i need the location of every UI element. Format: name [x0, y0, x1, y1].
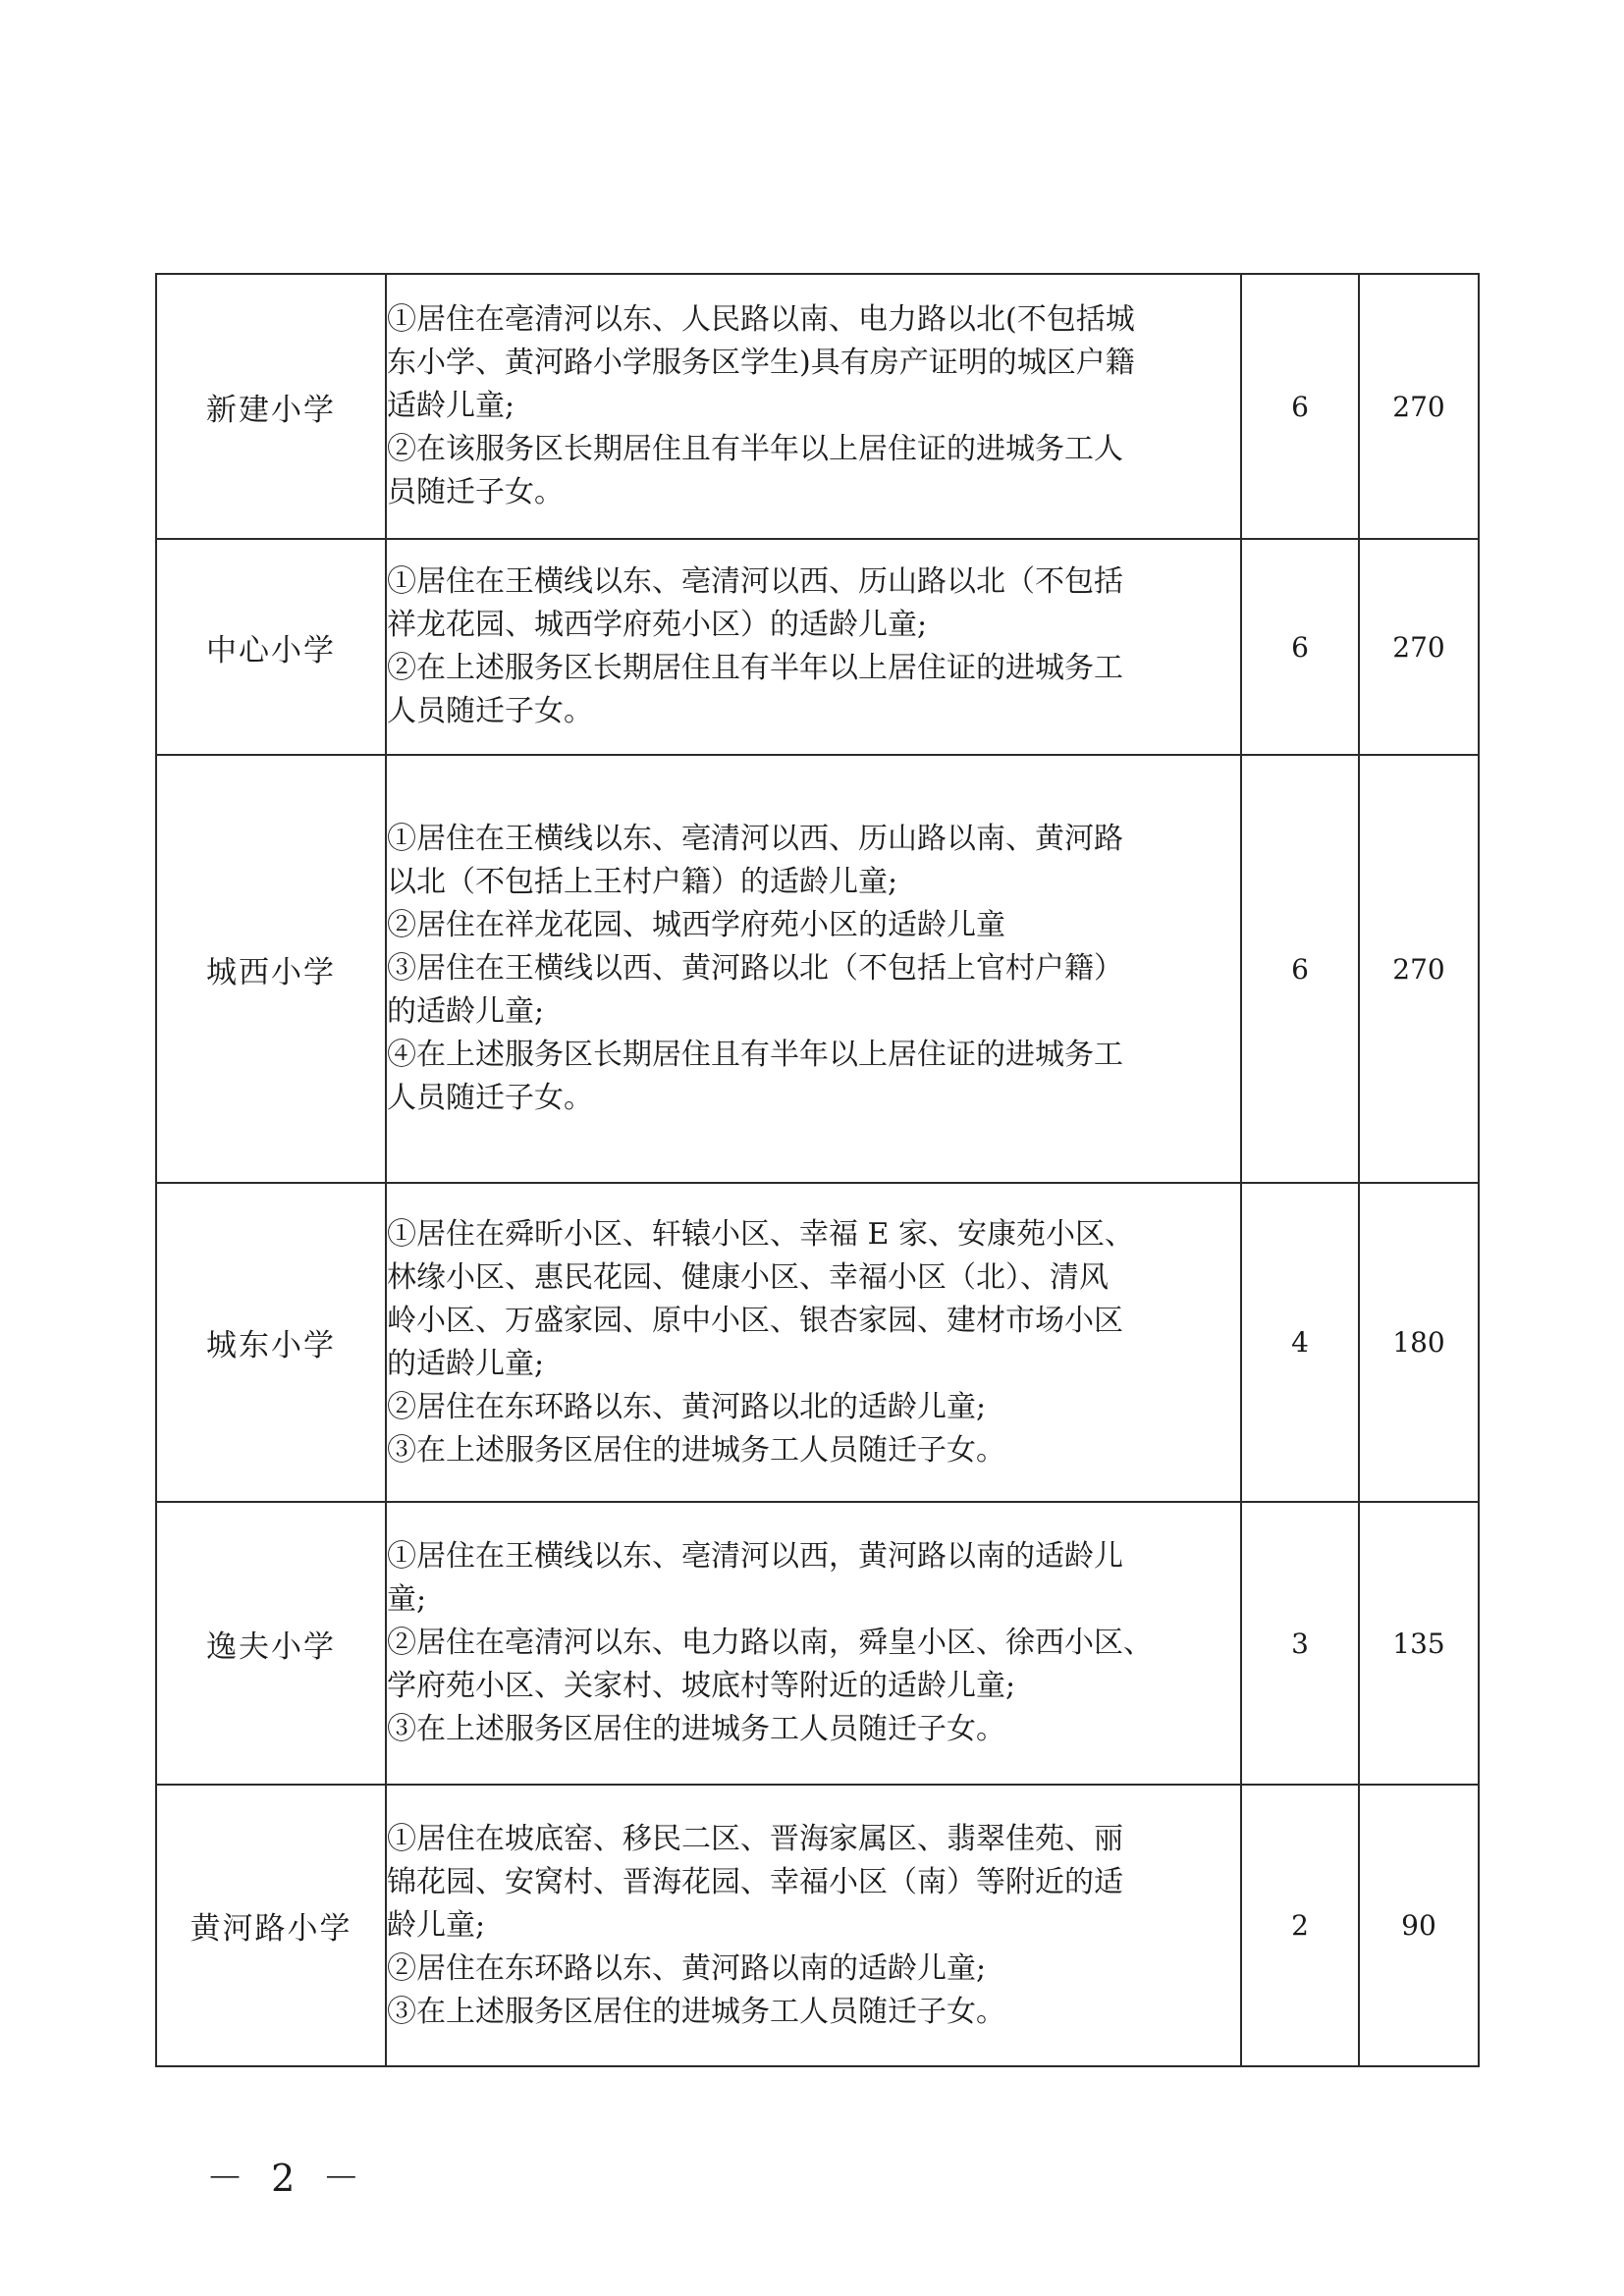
- page-number: － 2 －: [206, 2157, 368, 2200]
- table-row: [156, 539, 1479, 755]
- description-line: 人员随迁子女。: [387, 694, 593, 728]
- service-area-description: [386, 539, 1241, 755]
- table-row: [156, 1785, 1479, 2066]
- description-line: ③居住在王横线以西、黄河路以北（不包括上官村户籍）: [387, 951, 1123, 986]
- description-line: ②居住在亳清河以东、电力路以南，舜皇小区、徐西小区、: [387, 1626, 1153, 1660]
- service-area-description: [386, 274, 1241, 539]
- student-count: 270: [1359, 755, 1479, 1183]
- description-line: 适龄儿童;: [387, 389, 515, 423]
- class-count: 6: [1241, 274, 1359, 539]
- description-line: 东小学、黄河路小学服务区学生)具有房产证明的城区户籍: [387, 346, 1135, 380]
- table-row: [156, 1183, 1479, 1502]
- class-count: 6: [1241, 755, 1359, 1183]
- description-line: ①居住在亳清河以东、人民路以南、电力路以北(不包括城: [387, 302, 1135, 337]
- school-name: 城西小学: [156, 755, 386, 1183]
- student-count: 90: [1359, 1785, 1479, 2066]
- school-name: 黄河路小学: [156, 1785, 386, 2066]
- description-line: ②在上述服务区长期居住且有半年以上居住证的进城务工: [387, 651, 1123, 685]
- description-line: ①居住在坡底窑、移民二区、晋海家属区、翡翠佳苑、丽: [387, 1821, 1123, 1856]
- school-name: 城东小学: [156, 1183, 386, 1502]
- description-line: ①居住在舜昕小区、轩辕小区、幸福 E 家、安康苑小区、: [387, 1216, 1134, 1252]
- description-line: 锦花园、安窝村、晋海花园、幸福小区（南）等附近的适: [387, 1864, 1123, 1899]
- student-count: 180: [1359, 1183, 1479, 1502]
- service-area-description: [386, 755, 1241, 1183]
- description-line: ③在上述服务区居住的进城务工人员随迁子女。: [387, 1712, 1005, 1746]
- description-line: 员随迁子女。: [387, 475, 564, 509]
- description-line: ④在上述服务区长期居住且有半年以上居住证的进城务工: [387, 1038, 1123, 1072]
- table-row: [156, 755, 1479, 1183]
- service-area-description: [386, 1502, 1241, 1785]
- description-line: 人员随迁子女。: [387, 1081, 593, 1115]
- student-count: 135: [1359, 1502, 1479, 1785]
- description-line: 的适龄儿童;: [387, 994, 545, 1029]
- description-line: ③在上述服务区居住的进城务工人员随迁子女。: [387, 1432, 1005, 1468]
- school-zone-table: [155, 273, 1480, 2067]
- student-count: 270: [1359, 539, 1479, 755]
- description-line: ②在该服务区长期居住且有半年以上居住证的进城务工人: [387, 432, 1123, 466]
- description-line: ①居住在王横线以东、亳清河以西、历山路以南、黄河路: [387, 822, 1123, 856]
- school-name: 中心小学: [156, 539, 386, 755]
- description-line: 学府苑小区、关家村、坡底村等附近的适龄儿童;: [387, 1669, 1016, 1703]
- description-line: ③在上述服务区居住的进城务工人员随迁子女。: [387, 1994, 1005, 2029]
- description-line: ①居住在王横线以东、亳清河以西，黄河路以南的适龄儿: [387, 1539, 1123, 1574]
- class-count: 4: [1241, 1183, 1359, 1502]
- table-row: [156, 1502, 1479, 1785]
- class-count: 3: [1241, 1502, 1359, 1785]
- description-line: 的适龄儿童;: [387, 1346, 545, 1381]
- student-count: 270: [1359, 274, 1479, 539]
- service-area-description: [386, 1183, 1241, 1502]
- description-line: 祥龙花园、城西学府苑小区）的适龄儿童;: [387, 608, 928, 642]
- school-name: 新建小学: [156, 274, 386, 539]
- service-area-description: [386, 1785, 1241, 2066]
- description-line: 岭小区、万盛家园、原中小区、银杏家园、建材市场小区: [387, 1303, 1123, 1338]
- description-line: 童;: [387, 1582, 427, 1617]
- description-line: 林缘小区、惠民花园、健康小区、幸福小区（北）、清风: [387, 1259, 1109, 1295]
- class-count: 6: [1241, 539, 1359, 755]
- description-line: ②居住在东环路以东、黄河路以北的适龄儿童;: [387, 1389, 987, 1424]
- description-line: ①居住在王横线以东、亳清河以西、历山路以北（不包括: [387, 564, 1123, 599]
- description-line: ②居住在祥龙花园、城西学府苑小区的适龄儿童: [387, 908, 1005, 942]
- description-line: 龄儿童;: [387, 1907, 486, 1943]
- class-count: 2: [1241, 1785, 1359, 2066]
- description-line: 以北（不包括上王村户籍）的适龄儿童;: [387, 865, 898, 899]
- description-line: ②居住在东环路以东、黄河路以南的适龄儿童;: [387, 1950, 987, 1986]
- school-name: 逸夫小学: [156, 1502, 386, 1785]
- table-row: [156, 274, 1479, 539]
